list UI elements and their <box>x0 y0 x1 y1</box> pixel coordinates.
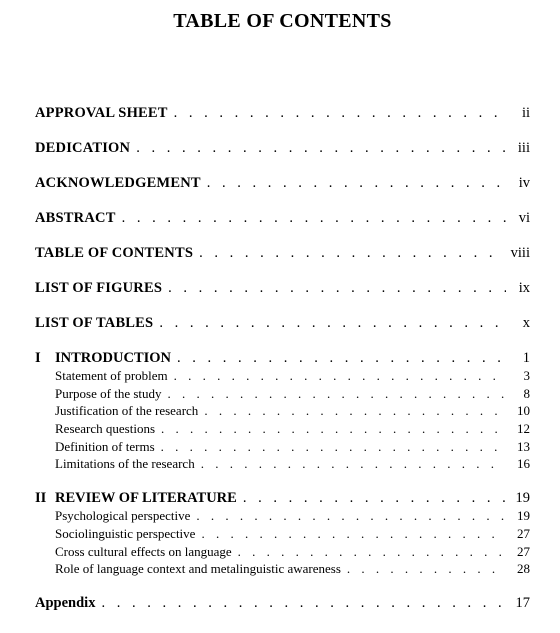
section-label: Cross cultural effects on language <box>55 543 232 559</box>
dot-leader <box>159 314 506 332</box>
dot-leader <box>168 385 506 403</box>
toc-entry-section[interactable] <box>35 367 530 385</box>
dot-leader <box>238 543 506 561</box>
dot-leader <box>347 560 506 578</box>
toc-entry-appendix[interactable] <box>35 594 530 612</box>
toc-page-number: 1 <box>522 350 530 366</box>
toc-entry-label: DEDICATION <box>35 140 131 156</box>
section-label: Limitations of the research <box>55 456 195 472</box>
chapter-heading <box>35 349 171 367</box>
toc-page-number: x <box>522 315 530 331</box>
section-label: Psychological perspective <box>55 508 191 524</box>
toc-entry-approval-sheet[interactable] <box>35 104 530 139</box>
dot-leader <box>177 349 506 367</box>
table-of-contents <box>35 104 530 612</box>
toc-entry-section[interactable] <box>35 525 530 543</box>
toc-entry-label: ABSTRACT <box>35 210 116 226</box>
dot-leader <box>161 438 506 456</box>
dot-leader <box>199 244 505 262</box>
toc-page-number: 10 <box>517 403 530 419</box>
toc-page-number: ix <box>518 280 530 296</box>
chapter-1 <box>35 349 530 473</box>
chapter-title: REVIEW OF LITERATURE <box>55 490 237 507</box>
toc-entry-dedication[interactable] <box>35 139 530 174</box>
dot-leader <box>174 104 506 122</box>
toc-entry-label: ACKNOWLEDGEMENT <box>35 175 201 191</box>
toc-entry-abstract[interactable] <box>35 209 530 244</box>
dot-leader <box>174 367 506 385</box>
section-label: Justification of the research <box>55 403 199 419</box>
toc-entry-label: LIST OF FIGURES <box>35 280 163 296</box>
section-label: Definition of terms <box>55 438 155 454</box>
chapter-title: INTRODUCTION <box>55 350 172 366</box>
toc-page-number: 3 <box>523 368 530 383</box>
toc-entry-section[interactable] <box>35 438 530 456</box>
dot-leader <box>161 420 506 438</box>
toc-entry-label: APPROVAL SHEET <box>35 105 168 121</box>
toc-entry-acknowledgement[interactable] <box>35 174 530 209</box>
appendix-section <box>35 594 530 612</box>
dot-leader <box>207 174 506 192</box>
toc-entry-section[interactable] <box>35 543 530 561</box>
toc-entry-table-of-contents[interactable] <box>35 244 530 279</box>
toc-entry-section[interactable] <box>35 402 530 420</box>
toc-entry-section[interactable] <box>35 385 530 403</box>
chapter-2 <box>35 489 530 578</box>
section-label: Research questions <box>55 421 156 437</box>
section-label: Role of language context and metalinguistic awareness <box>55 561 341 577</box>
toc-entry-section[interactable] <box>35 420 530 438</box>
toc-page-number: 19 <box>515 490 530 507</box>
toc-entry-chapter-introduction[interactable] <box>35 349 530 367</box>
toc-page-number: iii <box>517 140 530 156</box>
toc-page-number: 28 <box>517 561 530 577</box>
section-label: Sociolinguistic perspective <box>55 525 196 541</box>
toc-entry-chapter-review-of-literature[interactable] <box>35 489 530 507</box>
toc-entry-label: LIST OF TABLES <box>35 315 154 331</box>
dot-leader <box>101 594 506 612</box>
dot-leader <box>201 525 506 543</box>
toc-page-number: 16 <box>517 456 530 472</box>
dot-leader <box>168 279 506 297</box>
toc-entry-section[interactable] <box>35 455 530 473</box>
toc-page-number: vi <box>518 210 530 226</box>
front-matter-list <box>35 104 530 349</box>
toc-entry-label: TABLE OF CONTENTS <box>35 245 194 261</box>
section-label: Statement of problem <box>55 368 168 383</box>
chapter-number: II <box>35 490 47 507</box>
toc-entry-section[interactable] <box>35 507 530 525</box>
dot-leader <box>122 209 506 227</box>
chapter-heading <box>35 489 237 507</box>
dot-leader <box>196 507 506 525</box>
toc-page-number: iv <box>518 175 530 191</box>
toc-entry-list-of-tables[interactable] <box>35 314 530 349</box>
dot-leader <box>204 402 506 420</box>
toc-page-number: ii <box>521 105 530 121</box>
dot-leader <box>243 489 506 507</box>
toc-page-number: 19 <box>517 508 530 524</box>
toc-entry-label: Appendix <box>35 594 96 611</box>
dot-leader <box>201 455 506 473</box>
toc-entry-list-of-figures[interactable] <box>35 279 530 314</box>
chapter-number: I <box>35 350 41 366</box>
toc-page-number: 8 <box>523 385 530 401</box>
dot-leader <box>136 139 506 157</box>
page-title: TABLE OF CONTENTS <box>173 10 392 32</box>
toc-page-number: viii <box>510 245 530 261</box>
toc-page-number: 13 <box>517 438 530 454</box>
toc-page-number: 27 <box>517 543 530 559</box>
section-label: Purpose of the study <box>55 385 162 401</box>
toc-page-number: 27 <box>517 525 530 541</box>
toc-entry-section[interactable] <box>35 560 530 578</box>
toc-page-number: 17 <box>515 594 530 611</box>
toc-page-number: 12 <box>517 421 530 437</box>
